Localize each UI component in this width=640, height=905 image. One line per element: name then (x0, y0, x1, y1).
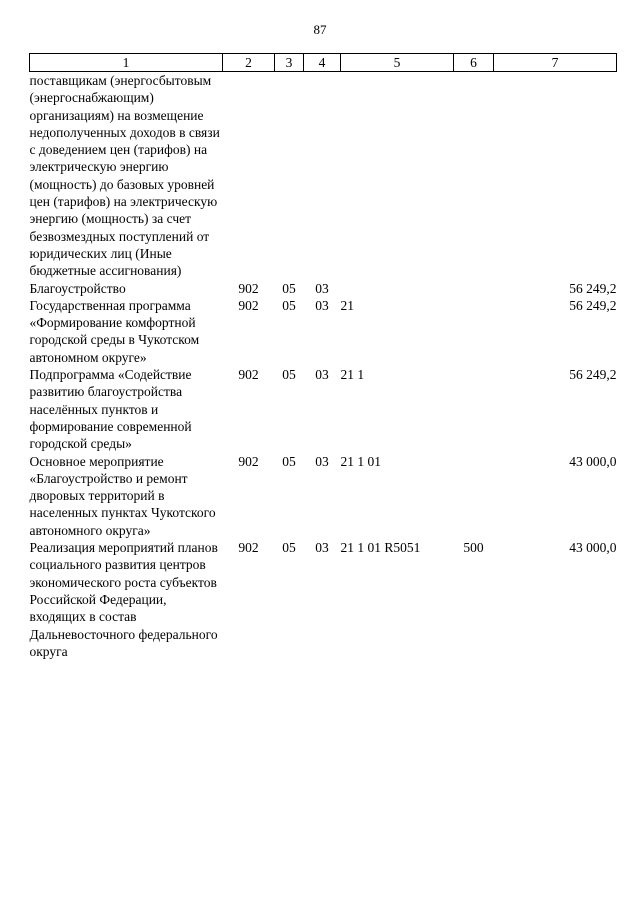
row-section (275, 72, 304, 280)
row-amount (494, 72, 617, 280)
budget-table (29, 53, 617, 660)
row-name: Подпрограмма «Содействие развитию благоустройства населённых пунктов и формирование современной городской среды» (29, 367, 192, 452)
row-target-code: 21 (340, 297, 354, 313)
row-amount: 56 249,2 (569, 280, 617, 296)
table-row (30, 453, 617, 539)
row-amount: 56 249,2 (569, 367, 617, 383)
row-expense-kind (454, 366, 494, 452)
row-target-code (341, 280, 454, 297)
row-section: 05 (282, 453, 296, 469)
header-col-4: 4 (304, 54, 341, 72)
table-row (30, 539, 617, 660)
row-subsection: 03 (315, 453, 329, 469)
row-admin-code: 902 (238, 453, 259, 469)
header-col-7: 7 (494, 54, 617, 72)
row-expense-kind (454, 453, 494, 539)
row-admin-code: 902 (238, 297, 259, 313)
row-section: 05 (282, 297, 296, 313)
table-row (30, 297, 617, 366)
row-admin-code (223, 72, 275, 280)
table-row (30, 280, 617, 297)
row-name: Основное мероприятие «Благоустройство и ремонт дворовых территорий в населенных пунктах Чукотского автономного округа» (29, 453, 216, 538)
row-amount: 43 000,0 (569, 540, 617, 556)
row-target-code (341, 72, 454, 280)
row-target-code: 21 1 01 (340, 453, 381, 469)
row-target-code: 21 1 01 R5051 (340, 540, 421, 556)
row-expense-kind: 500 (463, 540, 484, 556)
header-row (30, 54, 617, 72)
row-section: 05 (282, 367, 296, 383)
table-body (30, 72, 617, 661)
row-amount: 43 000,0 (569, 453, 617, 469)
row-name: Благоустройство (29, 280, 126, 296)
row-expense-kind (454, 297, 494, 366)
row-subsection: 03 (315, 367, 329, 383)
header-col-2: 2 (223, 54, 275, 72)
table-row (30, 366, 617, 452)
row-admin-code: 902 (238, 540, 259, 556)
row-admin-code: 902 (238, 280, 259, 296)
header-col-1: 1 (30, 54, 223, 72)
row-name: поставщикам (энергосбытовым (энергоснабжающим) организациям) на возмещение недополученных доходов в связи с доведением цен (тарифов) на электрическую энергию (мощность) до базовых уровней цен (тарифов) на электрическую энергию (мощность) за счет безвозмездных поступлений от юридических лиц (Иные бюджетные ассигнования) (29, 73, 220, 279)
page-number: 87 (313, 22, 327, 37)
row-subsection: 03 (315, 297, 329, 313)
row-expense-kind (454, 280, 494, 297)
row-amount: 56 249,2 (569, 297, 617, 313)
header-col-6: 6 (454, 54, 494, 72)
header-col-3: 3 (275, 54, 304, 72)
row-section: 05 (282, 540, 296, 556)
row-section: 05 (282, 280, 296, 296)
row-subsection (304, 72, 341, 280)
row-admin-code: 902 (238, 367, 259, 383)
row-target-code: 21 1 (340, 367, 365, 383)
header-col-5: 5 (341, 54, 454, 72)
row-name: Государственная программа «Формирование комфортной городской среды в Чукотском автономном округе» (29, 297, 200, 365)
row-subsection: 03 (315, 540, 329, 556)
table-row (30, 72, 617, 280)
row-name: Реализация мероприятий планов социального развития центров экономического роста субъектов Российской Федерации, входящих в состав Дальневосточного федерального округа (29, 540, 218, 659)
row-expense-kind (454, 72, 494, 280)
table-header (30, 54, 617, 72)
row-subsection: 03 (315, 280, 329, 296)
